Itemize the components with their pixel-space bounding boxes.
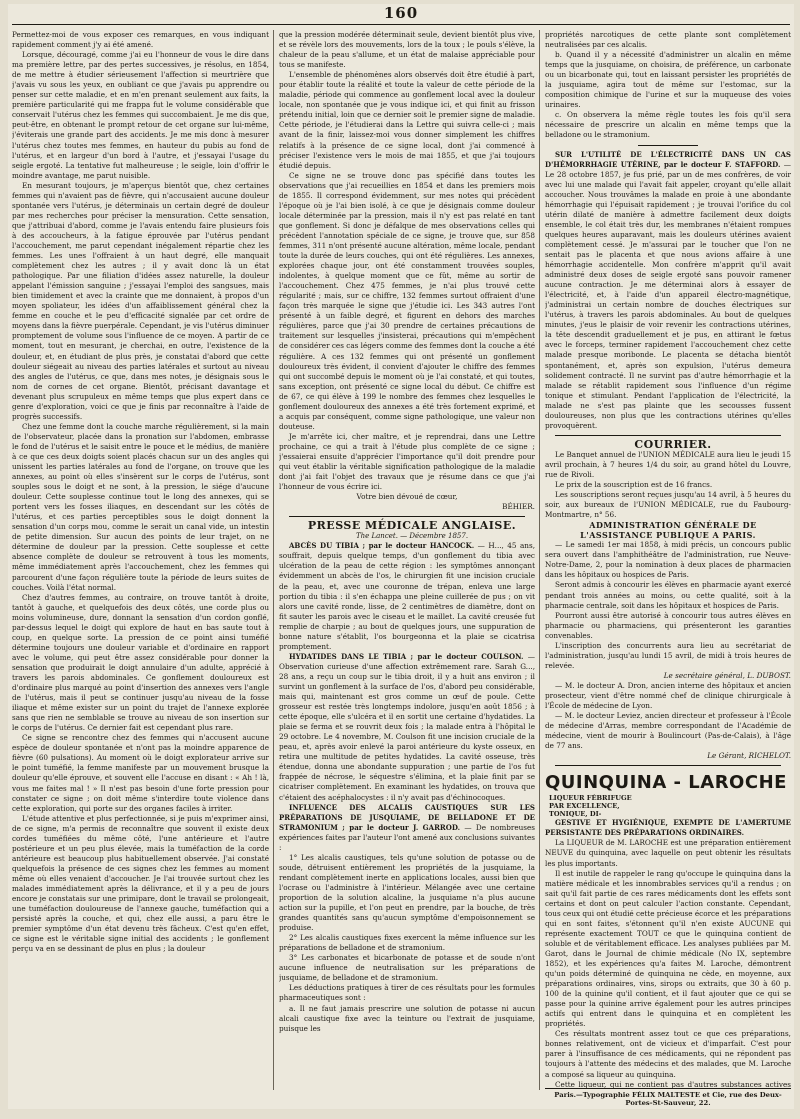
ad-title: QUINQUINA - LAROCHE [545,772,787,794]
ad-subtitle: LIQUEUR FÉBRIFUGE PAR EXCELLENCE, TONIQUE, DI- [549,794,632,819]
paragraph: Ce signe ne se trouve donc pas spécifié dans toutes les observations que j'ai recueillies en 1854 et dans les premiers mois de 1855. Il correspond évidemment, sur mes notes qui précèdent l'époque où je l'ai bien isolé, à ce que je désignais comme douleur locale déterminée par la pression, mais il n'y est pas relaté en tant que gonflement. Si donc je défalque de mes observations celles qui précèdent l'annotation spéciale de ce signe, je trouve que, sur 858 femmes, 311 n'ont présenté aucune altération, même locale, pendant toute la durée de leurs couches, qui ont été régulières. Les annexes, explorées chaque jour, ont été constamment trouvées souples, indolentes, à quelque moment que ce fût, même au sortir de l'accouchement. Chez 475 femmes, je n'ai plus trouvé cette régularité ; mais, sur ce chiffre, 132 femmes surtout offraient d'une façon très marquée le signe que j'étudie ici. Les 343 autres l'ont présenté à un faible degré, et figurent en dehors des marches régulières, parce que j'ai 30 prendre de certaines précautions de traitement sur lesquelles j'insisterai, précautions qui m'empêchent de considérer ces cas légers comme des femmes dont la couche a été régulière. A ces 132 femmes qui ont présenté un gonflement douloureux très évident, il convient d'ajouter le chiffre des femmes qui ont succombé depuis le moment où je l'ai constaté, et qui toutes, sans exception, ont présenté ce signe local du début. Ce chiffre est de 67, ce qui élève à 199 le nombre des femmes chez lesquelles le gonflement douloureux des annexes a été très fortement exprimé, et a acquis par conséquent, comme signe pathologique, une valeur non douteuse. [279,170,535,431]
item-title: ABCÈS DU TIBIA ; par le docteur HANCOCK. [289,541,475,551]
item [279,541,535,652]
paragraph: Seront admis à concourir les élèves en pharmacie ayant exercé pendant trois années au moins, ou cette qualité, soit à la pharmacie centrale, soit dans les hôpitaux et hospices de Paris. [545,580,791,610]
item [279,803,535,853]
column-3 [545,30,791,1090]
paragraph: Le Banquet annuel de l'UNION MÉDICALE aura lieu le jeudi 15 avril prochain, à 7 heures 1/4 du soir, au grand hôtel du Louvre, rue de Rivoli. [545,449,791,479]
printer-footer: Paris.—Typographie FÉLIX MALTESTE et Cie, rue des Deux-Portes-St-Sauveur, 22. [545,1088,791,1107]
item [279,652,535,803]
lettered-item: c. On observera la même règle toutes les fois qu'il sera nécessaire de prescrire un alcalin en même temps que la belladone ou le stramonium. [545,110,791,140]
item-title: INFLUENCE DES ALCALIS CAUSTIQUES SUR LES PRÉPARATIONS DE JUSQUIAME, DE BELLADONE ET DE STRAMONIUM ; par le docteur J. GARROD. [279,802,535,832]
top-rule [12,24,790,25]
paragraph: Permettez-moi de vous exposer ces remarques, en vous indiquant rapidement comment j'y ai été amené. [12,30,269,50]
section-heading: PRESSE MÉDICALE ANGLAISE. [307,519,517,533]
column-divider [273,30,274,1090]
item-text: — Observation curieuse d'une affection extrêmement rare. Sarah G..., 28 ans, a reçu un coup sur le tibia droit, il y a huit ans environ ; il survint un gonflement à la surface de l'os, d'abord peu considérable, mais qui, maintenant est gros comme un œuf de poule. Cette grosseur est restée très longtemps indolore, jusqu'en août 1856 ; à cette époque, elle s'ulcéra et il en sortit une certaine d'hydatides. La plaie se ferma et se rouvrit deux fois ; la malade entra à l'hôpital le 29 octobre. Le 4 novembre, M. Coulson fit une incision cruciale de la peau, et, après avoir enlevé la paroi antérieure du kyste osseux, en retira une multitude de petites hydatides. La cavité osseuse, très étendue, donna une abondante suppuration ; une partie de l'os fut frappée de nécrose, le séquestre s'élimina, et la plaie finit par se cicatriser complètement. En examinant les hydatides, on trouva que c'étaient des acéphalocystes : il n'y avait pas d'échinocoques. [279,651,535,802]
page-number: 160 [383,4,419,22]
paragraph: L'inscription des concurrents aura lieu au secrétariat de l'administration, jusqu'au lundi 15 avril, de midi à trois heures de relevée. [545,640,791,670]
lettered-item: b. Quand il y a nécessité d'administrer un alcalin en même temps que la jusquiame, on choisira, de préférence, un carbonate ou un bicarbonate qui, tout en laissant persister les propriétés de la jusquiame, agira tout de même sur l'estomac, sur la composition chimique de l'urine et sur la muqueuse des voies urinaires. [545,50,791,110]
paragraph: Le prix de la souscription est de 16 francs. [555,480,713,490]
newspaper-page [8,4,794,1109]
column-divider [539,30,540,1090]
paragraph: que la pression modérée déterminait seule, devient bientôt plus vive, et se révèle lors des mouvements, lors de la toux ; le pouls s'élève, la chaleur de la peau s'allume, et un état de malaise appréciable pour tous se manifeste. [279,30,535,70]
divider [555,765,781,766]
paragraph: propriétés narcotiques de cette plante sont complètement neutralisées par ces alcalis. [545,30,791,50]
source-line: The Lancet. — Décembre 1857. [355,532,469,541]
paragraph: Les souscriptions seront reçues jusqu'au 14 avril, à 5 heures du soir, aux bureaux de l'UNION MÉDICALE, rue du Faubourg-Montmartre, n° 56. [545,490,791,520]
numbered-item: Les déductions pratiques à tirer de ces résultats pour les formules pharmaceutiques sont : [279,983,535,1003]
gerant-line: Le Gérant, RICHELOT. [707,751,791,761]
paragraph: Chez une femme dont la couche marche régulièrement, si la main de l'observateur, placée dans la pronation sur l'abdomen, embrasse le fond de l'utérus et le saisit entre le pouce et le médius, de manière à ce que ces deux doigts soient placés chacun sur un des angles qui unissent les parties latérales au fond de l'organe, on trouve que les annexes, au point où elles s'insèrent sur le corps de l'utérus, sont souples sous le doigt et ne sont, à la pression, le siége d'aucune douleur. Cette souplesse continue tout le long des annexes, qui se portent vers les fosses iliaques, en descendant sur les côtés de l'utérus, et ces parties perceptibles sous le doigt donnent la sensation d'un corps mou, comme le serait un canal vide, un intestin de petite dimension. Sur aucun des points de leur trajet, on ne détermine de douleur par la pression. Cette souplesse et cette absence complète de douleur se retrouvent à tous les moments, même immédiatement après l'accouchement, chez les femmes qui parcourent d'une façon régulière toute la période de leurs suites de couches. Voilà l'état normal. [12,421,269,592]
paragraph: — M. le docteur A. Dron, ancien interne des hôpitaux et ancien prosecteur, vient d'être nommé chef de clinique chirurgicale à l'École de médecine de Lyon. [545,680,791,711]
ad-paragraph: Ces résultats montrent assez tout ce que ces préparations, bonnes relativement, ont de vicieux et d'imparfait. C'est pour parer à l'insuffisance de ces médicaments, qui ne répondent pas toujours à l'attente des médecins et des malades, que M. Laroche a composé sa liqueur au quinquina. [545,1029,791,1079]
paragraph: — Le samedi 1er mai 1858, à midi précis, un concours public sera ouvert dans l'amphithéâtre de l'administration, rue Neuve-Notre-Dame, 2, pour la nomination à deux places de pharmacien dans les hôpitaux ou hospices de Paris. [545,540,791,580]
paragraph: L'ensemble de phénomènes alors observés doit être étudié à part, pour établir toute la réalité et toute la valeur de cette période de la maladie, période qui commence au gonflement local avec la douleur locale, non spontanée que je vous indique ici, et qui finit au frisson prétendu initial, loin que ce dernier soit le premier signe de maladie. Cette période, je l'étudierai dans la Lettre qui suivra celle-ci ; mais avant de la finir, laissez-moi vous donner simplement les chiffres relatifs à la présence de ce signe local, dont j'ai commencé à préciser l'existence vers le mois de mai 1855, et que j'ai toujours étudié depuis. [279,70,535,170]
paragraph: En mesurant toujours, je m'aperçus bientôt que, chez certaines femmes qui n'avaient pas de fièvre, qui n'accusaient aucune douleur spontanée vers l'utérus, je déterminais un certain degré de douleur par mes recherches pour préciser la mensuration. Cette sensation, que j'attribuai d'abord, comme je l'avais entendu faire plusieurs fois à des accoucheurs, à la fatigue éprouvée par l'utérus pendant l'accouchement, me parut cependant inégalement répartie chez les femmes. Les unes l'offraient à un haut degré, elle manquait complètement chez les autres ; il y avait donc là un état pathologique. Par une filiation d'idées assez naturelle, la douleur appelant l'émission sanguine ; j'essayai l'emploi des sangsues, mais bien timidement et avec la crainte que me donnaient, à propos d'un moyen spoliateur, les idées d'un affaiblissement général chez la femme en couche et le peu d'efficacité signalée par cet ordre de moyens dans la fièvre puerpérale. Cependant, je vis l'utérus diminuer promptement de volume sous l'influence de ce moyen. A partir de ce moment, tout en mesurant, je cherchai, en outre, l'existence de la douleur, et, en étudiant de plus près, je constatai d'abord que cette douleur siégeait au niveau des parties latérales et surtout au niveau des angles de l'utérus, ce que, dans mes notes, je désignais sous le nom de cornes de cet organe. Bientôt, précisant davantage et devenant plus scrupuleux en même temps que plus expert dans ce genre d'exploration, voici ce que je finis par reconnaître à l'aide de progrès successifs. [12,180,269,421]
advertisement-header [545,772,791,818]
paragraph: L'étude attentive et plus perfectionnée, si je puis m'exprimer ainsi, de ce signe, m'a permis de reconnaître que souvent il existe deux cordes tuméfiées du même côté, l'une antérieure et l'autre postérieure et un peu plus élevée, mais la tuméfaction de la corde antérieure est beaucoup plus habituellement observée. J'ai constaté quelquefois la présence de ces signes chez les femmes au moment même où elles venaient d'accoucher. Je l'ai trouvée surtout chez les malades immédiatement après la délivrance, et il y a peu de jours encore je constatais sur une primipare, dont le travail se prolongeait, une tuméfaction douloureuse de l'annexe gauche, tuméfaction qui a persisté après la couche, et qui, chez elle aussi, a paru être le premier symptôme d'un état devenu très fâcheux. C'est qu'en effet, ce signe est le véritable signe initial des accidents ; le gonflement perçu va en se dessinant de plus en plus ; la douleur [12,813,269,954]
numbered-item: a. Il ne faut jamais prescrire une solution de potasse ni aucun alcali caustique fixe avec la teinture ou l'extrait de jusquiame, puisque les [279,1003,535,1033]
item-title: SUR L'UTILITÉ DE L'ÉLECTRICITÉ DANS UN CAS D'HÉMORRHAGIE UTÉRINE, par le docteur F. STAFFORD. [545,149,791,169]
item-text: — Le 28 octobre 1857, je fus prié, par un de mes confrères, de voir avec lui une malade qui l'avait fait appeler, croyant qu'elle allait accoucher. Nous trouvâmes la malade en proie à une abondante hémorrhagie qui l'épuisait rapidement ; je trouvai l'orifice du col utérin dilaté de manière à admettre facilement deux doigts ensemble, le col était très dur, les membranes n'étaient rompues quelques heures auparavant, mais les douleurs utérines avaient complètement cessé. Je m'assurai par le toucher que l'on ne sentait pas le placenta et que nous avions affaire à une hémorrhagie accidentelle. Mon confrère m'apprit qu'il avait administré deux doses de seigle ergoté sans pouvoir ramener aucune contraction. Je me déterminai alors à essayer de l'électricité, et, à l'aide d'un appareil électro-magnétique, j'administrai un certain nombre de douches électriques sur l'utérus, à travers les parois abdominales. Au bout de quelques minutes, j'eus le plaisir de voir revenir les contractions utérines, la tête descendit graduellement et je pus, en attirant le fœtus avec le forceps, terminer rapidement l'accouchement chez cette malade presque moribonde. Le placenta se détacha bientôt spontanément, et, après son expulsion, l'utérus demeura solidement contracté. Il ne survint pas d'autre hémorrhagie et la malade se rétablit rapidement sous l'influence d'un régime tonique et stimulant. Pendant l'application de l'électricité, la malade ne s'est pas plainte que les secousses fussent douloureuses, non plus que les contractions utérines qu'elles provoquèrent. [545,159,791,430]
divider [638,145,698,146]
closing-line: Votre bien dévoué de cœur, [356,492,458,502]
paragraph: Lorsque, découragé, comme j'ai eu l'honneur de vous le dire dans ma première lettre, par des pertes successives, je résolus, en 1854, de me mettre à étudier sérieusement l'affection si meurtrière que j'avais vu sous les yeux, en oubliant ce que j'avais pu apprendre ou penser sur cette maladie, et en m'en prenant seulement aux faits, la première particularité qui me frappa fut le volume considérable que conservait l'utérus chez les femmes qui succombaient. Je me dis que, peut-être, en obtenant le prompt retour de cet organe sur lui-même, j'éviterais une grande part des accidents. Je me mis donc à mesurer l'utérus chez toutes mes femmes, en hauteur du pubis au fond de l'utérus, et en largeur d'un bord à l'autre, et j'essayai l'usage du seigle ergoté. La tentative fut malheureuse ; le seigle, loin d'offrir le moindre avantage, me parut nuisible. [12,50,269,180]
paragraph: Chez d'autres femmes, au contraire, on trouve tantôt à droite, tantôt à gauche, et quelquefois des deux côtés, une corde plus ou moins volumineuse, dure, donnant la sensation d'un cordon gonflé, par-dessus lequel le doigt qui explore de haut en bas saute tout à coup, en quelque sorte. La pression de ce point ainsi tuméfié détermine toujours une douleur variable et d'ordinaire en rapport avec le volume, qui peut être assez considérable pour donner la sensation que produirait le doigt annulaire d'un adulte, apprécié à travers les parois abdominales. Ce gonflement douloureux est d'ordinaire plus marqué au point d'insertion des annexes vers l'angle de l'utérus, mais il peut se continuer jusqu'au niveau de la fosse iliaque et même exister sur un point du trajet de l'annexe explorée sans que rien ne semblable se trouve au niveau de son insertion sur le corps de l'utérus. Ce dernier fait est cependant plus rare. [12,592,269,733]
paragraph: Pourront aussi être autorisé à concourir tous autres élèves en pharmacie ou pharmaciens, qui présenteront les garanties convenables. [545,610,791,640]
divider [289,516,525,517]
ad-paragraph: La LIQUEUR de M. LAROCHE est une préparation entièrement NEUVE du quinquina, avec laquelle on peut obtenir les résultats les plus importants. [545,838,791,868]
divider [555,435,781,436]
ad-paragraph: Il est inutile de rappeler le rang qu'occupe le quinquina dans la matière médicale et les innombrables services qu'il a rendus ; on sait qu'il fait partie de ces rares médicaments dont les effets sont certains et dont on peut calculer l'action constante. Cependant, tous ceux qui ont étudié cette précieuse écorce et les préparations qui en sont faites, s'étonnent qu'il n'en existe AUCUNE qui représente exactement TOUT ce que le quinquina contient de soluble et de véritablement efficace. Les analyses publiées par M. Garot, dans le Journal de chimie médicale (No IX, septembre 1852), et les expériences qu'a faites M. Laroche, démontrent qu'un poids déterminé de quinquina ne cède, en moyenne, aux préparations ordinaires, vins, sirops ou extraits, que 30 à 60 p. 100 de la quinine qu'il contient, et il faut ajouter que ce qui se passe pour la quinine arrive également pour les autres principes actifs qui entrent dans le quinquina et en complètent les propriétés. [545,868,791,1029]
section-heading: COURRIER. [634,437,712,451]
ad-paragraph: Cette liqueur, qui ne contient pas d'autres substances actives [555,1079,791,1089]
numbered-item: 2° Les alcalis caustiques fixes exercent la même influence sur les préparations de belladone et de stramonium. [279,933,535,953]
column-2 [279,30,535,1090]
signature: Le secrétaire général, L. DUBOST. [663,670,791,680]
ad-tagline: GESTIVE ET HYGIÉNIQUE, EXEMPTE DE L'AMERTUME PERSISTANTE DES PRÉPARATIONS ORDINAIRES. [545,818,791,838]
paragraph: — M. le docteur Leviez, ancien directeur et professeur à l'École de médecine d'Arras, membre correspondant de l'Académie de médecine, vient de mourir à Boulincourt (Pas-de-Calais), à l'âge de 77 ans. [545,711,791,751]
item-text: — H..., 45 ans, souffrait, depuis quelque temps, d'un gonflement du tibia avec ulcération de la peau de cette région : les symptômes annonçant évidemment un abcès de l'os, le chirurgien fit une incision cruciale de la peau, et, avec une couronne de trépan, enleva une large portion du tibia : il s'en échappa une pleine cuillerée de pus ; on vit alors une cavité ronde, lisse, de 2 centimètres de diamètre, dont on fit sauter les parois avec le ciseau et le maillet. La cavité creusée fut remplie de charpie ; au bout de quelques jours, une suppuration de bonne nature s'établit, l'os bourgeonna et la plaie se cicatrisa promptement. [279,541,535,651]
paragraph: Je m'arrête ici, cher maître, et je reprendrai, dans une Lettre prochaine, ce qui a trait à l'étude plus complète de ce signe ; j'essaierai ensuite d'apprécier l'importance qu'il doit prendre pour qui veut établir la véritable signification pathologique de la maladie dont j'ai fait l'objet des travaux que je résume dans ce que j'ai l'honneur de vous écrire ici. [279,431,535,492]
notice-heading: ADMINISTRATION GÉNÉRALE DE L'ASSISTANCE PUBLIQUE A PARIS. [580,520,757,541]
numbered-item: 3° Les carbonates et bicarbonate de potasse et de soude n'ont aucune influence de neutralisation sur les préparations de jusquiame, de belladone et de stramonium. [279,953,535,983]
paragraph: Ce signe se rencontre chez des femmes qui n'accusent aucune espèce de douleur spontanée et n'ont pas la moindre apparence de fièvre (60 pulsations). Au moment où le doigt explorateur arrive sur le point tuméfié, la femme manifeste par un mouvement brusque la douleur qu'elle éprouve, et souvent elle l'accuse en disant : « Ah ! là, vous me faites mal ! » Il n'est pas besoin d'une forte pression pour constater ce signe ; on doit même s'interdire toute violence dans cette exploration, qui porte sur des organes faciles à irriter. [12,733,269,813]
item-text: — De nombreuses expériences faites par l'auteur l'ont amené aux conclusions suivantes : [279,822,535,852]
item-title: HYDATIDES DANS LE TIBIA ; par le docteur COULSON. [289,651,524,661]
column-1 [12,30,269,1090]
signature: BÉHIER. [502,502,535,512]
numbered-item: 1° Les alcalis caustiques, tels qu'une solution de potasse ou de soude, détruisent entièrement les propriétés de la jusquiame, la rendant complètement inerte en applications locales, aussi bien que l'ocrase ou l'administre à l'intérieur. Mélangée avec une certaine proportion de la solution alcaline, la jusquiame n'a plus aucune action sur la pupille, et l'on peut en prendre, par la bouche, de très grandes quantités sans qu'aucun symptôme d'empoisonnement se produise. [279,852,535,933]
